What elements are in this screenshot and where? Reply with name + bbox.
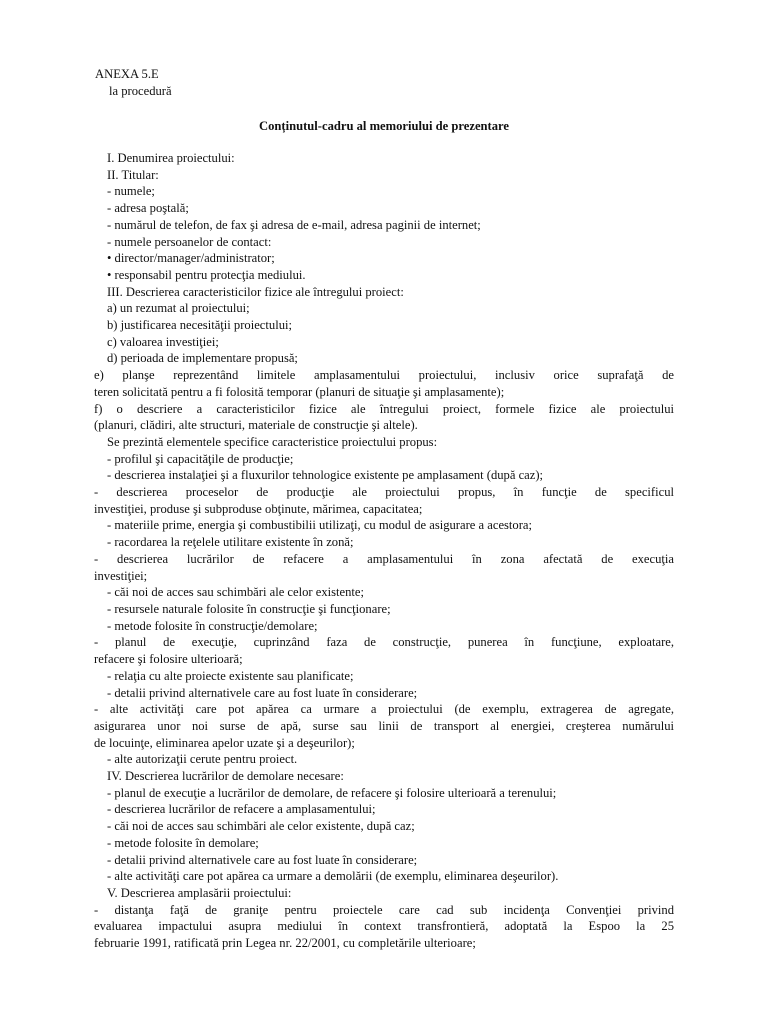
body-line: - căi noi de acces sau schimbări ale celor existente;	[107, 585, 365, 600]
body-line: - detalii privind alternativele care au fost luate în considerare;	[107, 852, 418, 867]
body-line: teren solicitată pentru a fi folosită temporar (planuri de situaţie şi amplasamente);	[94, 384, 505, 399]
body-line: - profilul şi capacităţile de producţie;	[107, 451, 294, 466]
body-line: f) o descriere a caracteristicilor fizice ale întregului proiect, formele fizice ale proiectului	[94, 401, 674, 416]
body-line: IV. Descrierea lucrărilor de demolare necesare:	[107, 769, 344, 784]
body-line: (planuri, clădiri, alte structuri, materiale de construcţie şi altele).	[94, 418, 418, 433]
body-line: - descrierea lucrărilor de refacere a amplasamentului în zona afectată de execuţia	[94, 551, 674, 566]
body-line: III. Descrierea caracteristicilor fizice ale întregului proiect:	[107, 284, 404, 299]
body-line: d) perioada de implementare propusă;	[107, 351, 298, 366]
body-line: investiţiei;	[94, 568, 148, 583]
body-line: - metode folosite în construcţie/demolare;	[107, 618, 318, 633]
body-line: - numele;	[107, 184, 155, 199]
document-body	[94, 150, 674, 952]
body-line: - numele persoanelor de contact:	[107, 234, 272, 249]
body-line: • responsabil pentru protecţia mediului.	[107, 267, 306, 282]
body-line: - metode folosite în demolare;	[107, 835, 259, 850]
body-line: de locuinţe, eliminarea apelor uzate şi a deşeurilor);	[94, 735, 355, 750]
body-line: - planul de execuţie, cuprinzând faza de construcţie, punerea în funcţiune, exploatare,	[94, 635, 674, 650]
body-line: I. Denumirea proiectului:	[107, 151, 235, 165]
body-line: refacere şi folosire ulterioară;	[94, 652, 243, 667]
body-line: II. Titular:	[107, 167, 159, 182]
body-line: b) justificarea necesităţii proiectului;	[107, 318, 292, 333]
body-line: • director/manager/administrator;	[107, 251, 275, 266]
body-line: - resursele naturale folosite în construcţie şi funcţionare;	[107, 601, 391, 616]
body-line: - numărul de telefon, de fax şi adresa de e-mail, adresa paginii de internet;	[107, 217, 481, 232]
body-line: c) valoarea investiţiei;	[107, 334, 219, 349]
body-line: - descrierea proceselor de producţie ale proiectului propus, în funcţie de specificul	[94, 485, 674, 500]
body-line: - relaţia cu alte proiecte existente sau planificate;	[107, 668, 354, 683]
body-line: - alte activităţi care pot apărea ca urmare a demolării (de exemplu, eliminarea deşeurilor).	[107, 869, 559, 884]
body-line: investiţiei, produse şi subproduse obţinute, mărimea, capacitatea;	[94, 501, 423, 516]
body-line: februarie 1991, ratificată prin Legea nr. 22/2001, cu completările ulterioare;	[94, 936, 476, 951]
body-line: - căi noi de acces sau schimbări ale celor existente, după caz;	[107, 819, 415, 834]
body-line: - alte activităţi care pot apărea ca urmare a proiectului (de exemplu, extragerea de agregate,	[94, 702, 674, 717]
body-line: - racordarea la reţelele utilitare existente în zonă;	[107, 535, 354, 550]
body-line: - detalii privind alternativele care au fost luate în considerare;	[107, 685, 418, 700]
body-line: a) un rezumat al proiectului;	[107, 301, 250, 316]
body-line: e) planşe reprezentând limitele amplasamentului proiectului, inclusiv orice suprafaţă de	[94, 368, 674, 383]
body-line: V. Descrierea amplasării proiectului:	[107, 885, 292, 900]
procedure-label: la procedură	[109, 84, 172, 98]
document-title: Conținutul-cadru al memoriului de prezentare	[259, 119, 509, 133]
body-line: - alte autorizaţii cerute pentru proiect.	[107, 752, 298, 767]
body-line: - descrierea lucrărilor de refacere a amplasamentului;	[107, 802, 376, 817]
body-line: - adresa poştală;	[107, 201, 189, 216]
body-line: - distanţa faţă de graniţe pentru proiectele care cad sub incidenţa Convenţiei privind	[94, 902, 674, 917]
body-line: asigurarea unor noi surse de apă, surse sau linii de transport al energiei, creşterea numărului	[94, 718, 674, 733]
body-line: Se prezintă elementele specifice caracteristice proiectului propus:	[107, 434, 438, 449]
annex-label: ANEXA 5.E	[95, 67, 159, 81]
body-line: - descrierea instalaţiei şi a fluxurilor tehnologice existente pe amplasament (după caz);	[107, 468, 544, 483]
body-line: evaluarea impactului asupra mediului în context transfrontieră, adoptată la Espoo la 25	[94, 919, 674, 934]
body-line: - planul de execuţie a lucrărilor de demolare, de refacere şi folosire ulterioară a terenului;	[107, 785, 557, 800]
body-line: - materiile prime, energia şi combustibilii utilizaţi, cu modul de asigurare a acestora;	[107, 518, 533, 533]
